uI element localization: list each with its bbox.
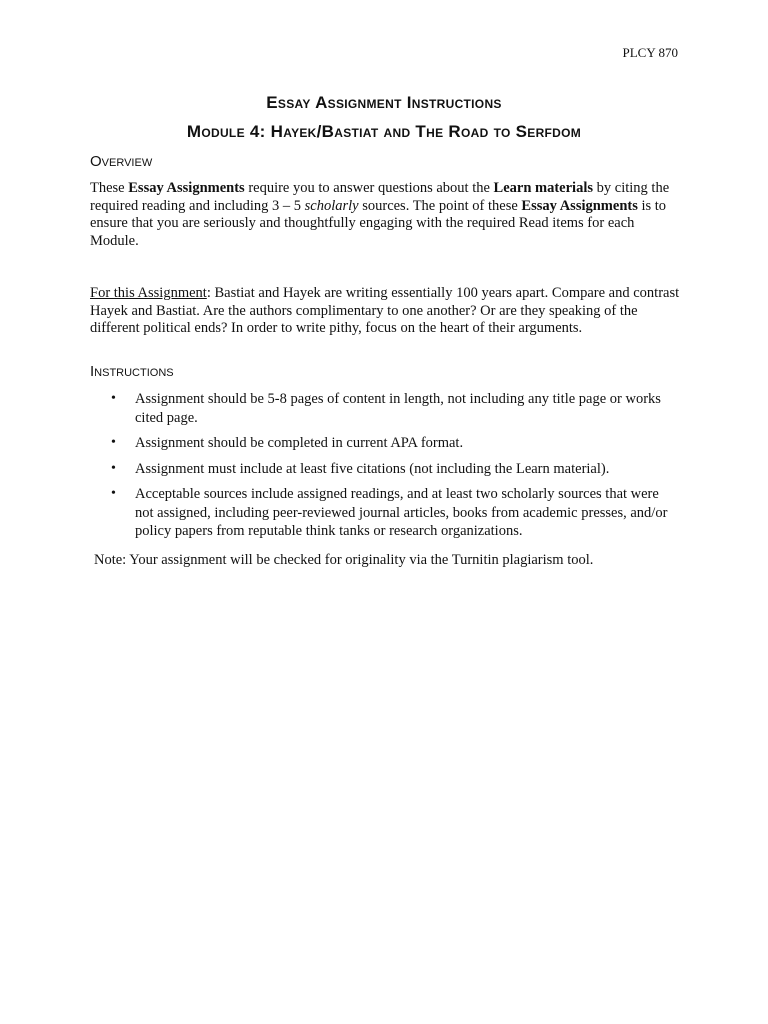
document-title: Essay Assignment Instructions bbox=[266, 93, 502, 112]
bullet-icon: • bbox=[111, 486, 116, 501]
course-code: PLCY 870 bbox=[622, 45, 678, 60]
instructions-heading: Instructions bbox=[90, 363, 174, 380]
overview-text-5: is to ensure that you are seriously and thoughtfully engaging with the required Read items for each Module. bbox=[90, 197, 667, 249]
bullet-icon: • bbox=[111, 391, 116, 406]
originality-note: Note: Your assignment will be checked for originality via the Turnitin plagiarism tool. bbox=[94, 552, 594, 568]
overview-text-2: require you to answer questions about the bbox=[244, 180, 494, 196]
assignment-label: For this Assignment bbox=[90, 285, 207, 301]
overview-text-3: by citing the required reading and including 3 – 5 bbox=[90, 180, 670, 214]
list-item-text: Assignment must include at least five citations (not including the Learn material). bbox=[135, 460, 610, 477]
overview-text-4: sources. The point of these bbox=[358, 197, 522, 214]
list-item bbox=[90, 434, 675, 453]
list-item bbox=[90, 460, 675, 479]
list-item-text: Assignment should be completed in current APA format. bbox=[135, 435, 464, 451]
overview-paragraph bbox=[90, 180, 680, 250]
assignment-paragraph bbox=[90, 285, 680, 338]
overview-bold-learn-materials: Learn materials bbox=[493, 180, 594, 196]
overview-bold-essay-assignments-2: Essay Assignments bbox=[521, 197, 638, 214]
assignment-text: : Bastiat and Hayek are writing essentially 100 years apart. Compare and contrast Hayek and Bastiat. Are the authors complimentary to one another? Or are they speaking of the different political ends? In order to write pithy, focus on the heart of their arguments. bbox=[90, 285, 680, 336]
overview-italic-scholarly: scholarly bbox=[304, 197, 359, 214]
list-item-text: Acceptable sources include assigned readings, and at least two scholarly sources that were not assigned, including peer-reviewed journal articles, books from academic presses, and/or policy papers from reputable think tanks or research organizations. bbox=[135, 486, 668, 539]
instructions-list bbox=[90, 390, 675, 548]
list-item bbox=[90, 390, 675, 427]
overview-text-1: These bbox=[90, 180, 129, 196]
module-title: Module 4: Hayek/Bastiat and The Road to Serfdom bbox=[186, 122, 582, 141]
list-item-text: Assignment should be 5-8 pages of content in length, not including any title page or works cited page. bbox=[135, 391, 661, 426]
list-item bbox=[90, 485, 675, 541]
bullet-icon: • bbox=[111, 460, 116, 476]
overview-heading: Overview bbox=[90, 153, 153, 170]
overview-bold-essay-assignments: Essay Assignments bbox=[128, 180, 245, 196]
bullet-icon: • bbox=[111, 435, 116, 450]
